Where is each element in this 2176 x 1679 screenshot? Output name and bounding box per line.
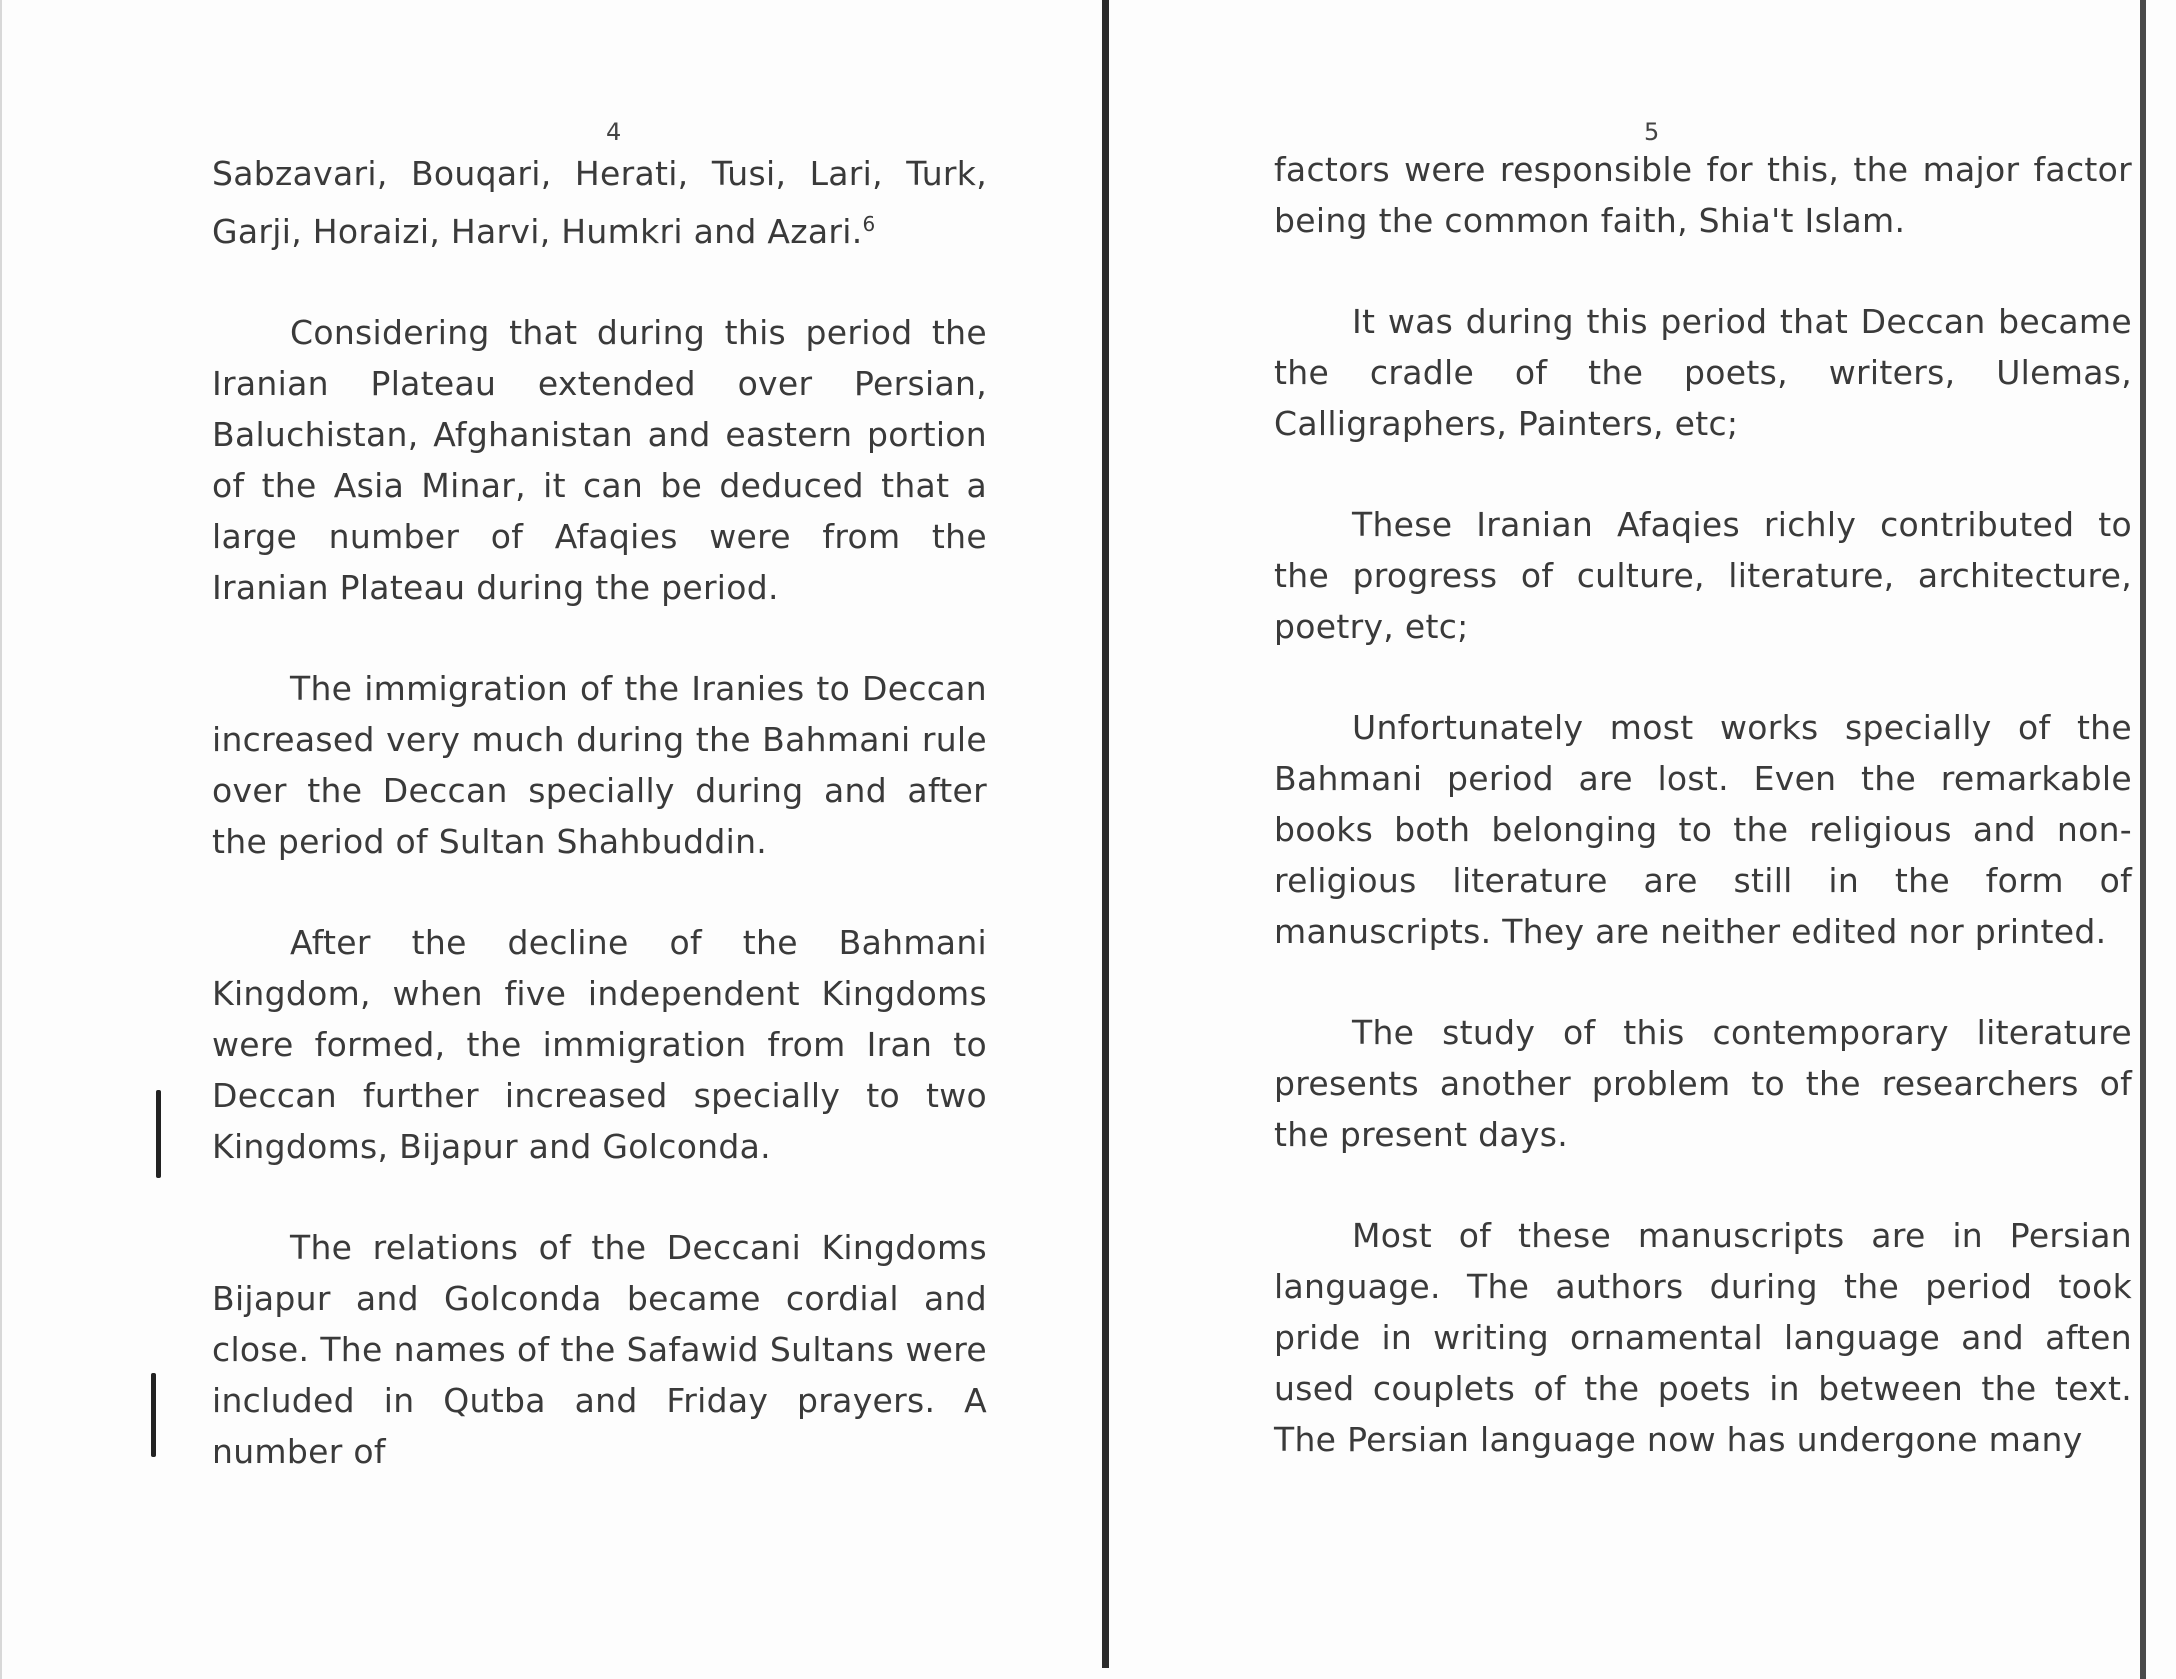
- book-gutter: [1102, 0, 1109, 1668]
- paragraph: The relations of the Deccani Kingdoms Bijapur and Golconda became cordial and close. The names of the Safawid Sultans were included in Qutba and Friday prayers. A number of: [212, 1228, 987, 1471]
- page-number: 5: [1644, 118, 1660, 146]
- continued-paragraph: factors were responsible for this, the major factor being the common faith, Shia't Islam.: [1274, 150, 2132, 240]
- page-text: [212, 148, 987, 1527]
- right-page: [1112, 0, 2140, 1679]
- paragraph: It was during this period that Deccan became the cradle of the poets, writers, Ulemas, Calligraphers, Painters, etc;: [1274, 302, 2132, 443]
- paragraph: Most of these manuscripts are in Persian language. The authors during the period took pride in writing ornamental language and aften used couplets of the poets in between the text. The Persian language now has undergone many: [1274, 1216, 2132, 1459]
- page-text: [1274, 144, 2132, 1515]
- paragraph-text: Sabzavari, Bouqari, Herati, Tusi, Lari, Turk, Garji, Horaizi, Harvi, Humkri and Azari.: [212, 154, 987, 251]
- paragraph: The study of this contemporary literature presents another problem to the researchers of the present days.: [1274, 1013, 2132, 1154]
- right-page-edge: [2140, 0, 2146, 1679]
- continued-paragraph: [212, 148, 987, 257]
- paragraph: Unfortunately most works specially of the Bahmani period are lost. Even the remarkable books both belonging to the religious and non-religious literature are still in the form of manuscripts. They are neither edited nor printed.: [1274, 708, 2132, 951]
- paragraph: These Iranian Afaqies richly contributed to the progress of culture, literature, architecture, poetry, etc;: [1274, 505, 2132, 646]
- paragraph: The immigration of the Iranies to Deccan increased very much during the Bahmani rule over the Deccan specially during and after the period of Sultan Shahbuddin.: [212, 669, 987, 861]
- footnote-marker: 6: [862, 212, 876, 236]
- page-number: 4: [606, 118, 622, 146]
- paragraph: Considering that during this period the Iranian Plateau extended over Persian, Baluchistan, Afghanistan and eastern portion of the Asia Minar, it can be deduced that a large number of Afaqies were from the Iranian Plateau during the period.: [212, 313, 987, 607]
- paragraph: After the decline of the Bahmani Kingdom, when five independent Kingdoms were formed, the immigration from Iran to Deccan further increased specially to two Kingdoms, Bijapur and Golconda.: [212, 923, 987, 1166]
